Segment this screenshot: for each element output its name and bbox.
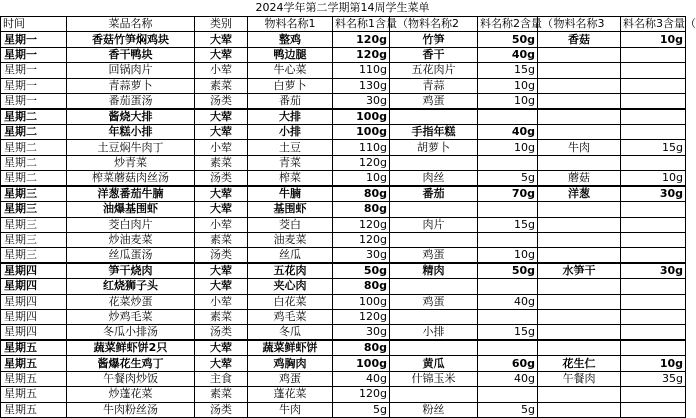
amount1-cell: 120g: [333, 32, 390, 47]
table-row: [1, 387, 686, 402]
material2-cell: 胡萝卜: [390, 140, 478, 155]
table-row: [1, 263, 686, 279]
category-cell: 汤类: [195, 402, 248, 417]
table-row: [1, 356, 686, 371]
day-cell: 星期三: [1, 232, 67, 247]
material1-cell: 牛腩: [248, 186, 333, 202]
amount3-cell: [621, 78, 686, 93]
amount1-cell: 100g: [333, 109, 390, 125]
material2-cell: 手指年糕: [390, 124, 478, 139]
material3-cell: 香菇: [538, 32, 621, 47]
material1-cell: 鸡蛋: [248, 371, 333, 386]
amount2-cell: [478, 310, 538, 325]
dish-cell: 炒油麦菜: [67, 232, 195, 247]
amount2-cell: 15g: [478, 63, 538, 78]
amount2-cell: [478, 232, 538, 247]
material1-cell: 茭白: [248, 217, 333, 232]
amount3-cell: 30g: [621, 186, 686, 202]
category-cell: 小荤: [195, 63, 248, 78]
material1-cell: 蓬花菜: [248, 387, 333, 402]
material2-cell: [390, 340, 478, 356]
table-row: [1, 232, 686, 247]
dish-cell: 炒鸡毛菜: [67, 310, 195, 325]
material2-cell: 青蒜: [390, 78, 478, 93]
table-row: [1, 402, 686, 417]
amount2-cell: 5g: [478, 402, 538, 417]
day-cell: 星期二: [1, 171, 67, 187]
dish-cell: 炒青菜: [67, 155, 195, 170]
amount3-cell: [621, 294, 686, 309]
material3-cell: [538, 402, 621, 417]
amount1-cell: 30g: [333, 248, 390, 264]
amount2-cell: 40g: [478, 47, 538, 62]
dish-cell: 花菜炒蛋: [67, 294, 195, 309]
day-cell: 星期二: [1, 124, 67, 139]
dish-cell: 番茄蛋汤: [67, 93, 195, 109]
table-row: [1, 155, 686, 170]
category-cell: 大荤: [195, 279, 248, 294]
category-cell: 汤类: [195, 171, 248, 187]
category-cell: 汤类: [195, 93, 248, 109]
amount3-cell: [621, 232, 686, 247]
amount1-cell: 10g: [333, 171, 390, 187]
amount3-cell: [621, 63, 686, 78]
material3-cell: [538, 93, 621, 109]
material2-cell: 鸡蛋: [390, 248, 478, 264]
amount1-cell: 120g: [333, 217, 390, 232]
dish-cell: 油爆基围虾: [67, 202, 195, 217]
material1-cell: 丝瓜: [248, 248, 333, 264]
material1-cell: 基围虾: [248, 202, 333, 217]
material2-cell: [390, 310, 478, 325]
dish-cell: 酱烧大排: [67, 109, 195, 125]
category-cell: 大荤: [195, 263, 248, 279]
material2-cell: 黄瓜: [390, 356, 478, 371]
amount3-cell: [621, 217, 686, 232]
category-cell: 大荤: [195, 109, 248, 125]
amount1-cell: 80g: [333, 279, 390, 294]
material2-cell: [390, 387, 478, 402]
amount2-cell: 10g: [478, 248, 538, 264]
amount3-cell: [621, 202, 686, 217]
category-cell: 小荤: [195, 140, 248, 155]
amount1-cell: 130g: [333, 78, 390, 93]
table-row: [1, 325, 686, 341]
amount2-cell: 50g: [478, 32, 538, 47]
category-cell: 小荤: [195, 294, 248, 309]
material2-cell: 小排: [390, 325, 478, 341]
amount2-cell: 15g: [478, 217, 538, 232]
amount1-cell: 30g: [333, 325, 390, 341]
day-cell: 星期四: [1, 325, 67, 341]
table-row: [1, 124, 686, 139]
table-row: [1, 78, 686, 93]
material3-cell: [538, 155, 621, 170]
material3-cell: [538, 63, 621, 78]
material2-cell: 什锦玉米: [390, 371, 478, 386]
amount1-cell: 120g: [333, 387, 390, 402]
amount3-cell: [621, 109, 686, 125]
amount1-cell: 30g: [333, 93, 390, 109]
day-cell: 星期二: [1, 109, 67, 125]
amount3-cell: 35g: [621, 371, 686, 386]
category-cell: 大荤: [195, 340, 248, 356]
amount2-cell: 5g: [478, 171, 538, 187]
amount2-cell: 15g: [478, 325, 538, 341]
amount2-cell: [478, 155, 538, 170]
day-cell: 星期四: [1, 310, 67, 325]
day-cell: 星期五: [1, 387, 67, 402]
column-header: 时间: [1, 17, 67, 32]
material3-cell: [538, 294, 621, 309]
day-cell: 星期一: [1, 93, 67, 109]
dish-cell: 牛肉粉丝汤: [67, 402, 195, 417]
material3-cell: [538, 47, 621, 62]
material1-cell: 油麦菜: [248, 232, 333, 247]
dish-cell: 冬瓜小排汤: [67, 325, 195, 341]
amount1-cell: 120g: [333, 47, 390, 62]
material3-cell: [538, 109, 621, 125]
table-row: [1, 279, 686, 294]
material3-cell: [538, 310, 621, 325]
table-row: [1, 140, 686, 155]
material3-cell: 牛肉: [538, 140, 621, 155]
dish-cell: 香干鸭块: [67, 47, 195, 62]
amount2-cell: 60g: [478, 356, 538, 371]
amount1-cell: 120g: [333, 232, 390, 247]
amount3-cell: [621, 124, 686, 139]
material2-cell: 精肉: [390, 263, 478, 279]
column-header: 物料名称3: [538, 17, 621, 32]
dish-cell: 红烧狮子头: [67, 279, 195, 294]
table-row: [1, 109, 686, 125]
material1-cell: 夹心肉: [248, 279, 333, 294]
material3-cell: [538, 340, 621, 356]
day-cell: 星期三: [1, 217, 67, 232]
dish-cell: 炒蓬花菜: [67, 387, 195, 402]
dish-cell: 笋干烧肉: [67, 263, 195, 279]
category-cell: 素菜: [195, 387, 248, 402]
material3-cell: [538, 325, 621, 341]
amount1-cell: 80g: [333, 186, 390, 202]
table-row: [1, 63, 686, 78]
day-cell: 星期一: [1, 47, 67, 62]
amount3-cell: [621, 248, 686, 264]
column-header: 料名称1含量（: [333, 17, 390, 32]
amount2-cell: 10g: [478, 78, 538, 93]
category-cell: 素菜: [195, 232, 248, 247]
category-cell: 汤类: [195, 248, 248, 264]
material2-cell: [390, 279, 478, 294]
material3-cell: [538, 387, 621, 402]
category-cell: 主食: [195, 371, 248, 386]
table-row: [1, 32, 686, 47]
material2-cell: [390, 155, 478, 170]
material3-cell: [538, 78, 621, 93]
column-header: 料名称2含量（: [478, 17, 538, 32]
material1-cell: 小排: [248, 124, 333, 139]
day-cell: 星期一: [1, 78, 67, 93]
category-cell: 素菜: [195, 155, 248, 170]
table-row: [1, 248, 686, 264]
amount2-cell: 40g: [478, 124, 538, 139]
amount2-cell: [478, 202, 538, 217]
material1-cell: 冬瓜: [248, 325, 333, 341]
material1-cell: 鸭边腿: [248, 47, 333, 62]
category-cell: 素菜: [195, 78, 248, 93]
material3-cell: [538, 248, 621, 264]
material2-cell: 五花肉片: [390, 63, 478, 78]
dish-cell: 榨菜蘑菇肉丝汤: [67, 171, 195, 187]
material3-cell: [538, 124, 621, 139]
amount2-cell: [478, 109, 538, 125]
material3-cell: 午餐肉: [538, 371, 621, 386]
amount1-cell: 120g: [333, 155, 390, 170]
table-row: [1, 371, 686, 386]
amount3-cell: [621, 310, 686, 325]
day-cell: 星期四: [1, 263, 67, 279]
material2-cell: 肉片: [390, 217, 478, 232]
material1-cell: 牛心菜: [248, 63, 333, 78]
material2-cell: [390, 232, 478, 247]
day-cell: 星期四: [1, 294, 67, 309]
amount2-cell: 40g: [478, 294, 538, 309]
table-row: [1, 202, 686, 217]
amount1-cell: 5g: [333, 402, 390, 417]
category-cell: 大荤: [195, 32, 248, 47]
dish-cell: 茭白肉片: [67, 217, 195, 232]
day-cell: 星期三: [1, 202, 67, 217]
dish-cell: 回锅肉片: [67, 63, 195, 78]
category-cell: 大荤: [195, 124, 248, 139]
amount1-cell: 50g: [333, 263, 390, 279]
amount1-cell: 80g: [333, 202, 390, 217]
material1-cell: 鸡毛菜: [248, 310, 333, 325]
category-cell: 素菜: [195, 310, 248, 325]
amount2-cell: 10g: [478, 93, 538, 109]
day-cell: 星期四: [1, 279, 67, 294]
day-cell: 星期一: [1, 32, 67, 47]
category-cell: 大荤: [195, 47, 248, 62]
material1-cell: 番茄: [248, 93, 333, 109]
day-cell: 星期三: [1, 186, 67, 202]
material3-cell: 花生仁: [538, 356, 621, 371]
material1-cell: 鸡胸肉: [248, 356, 333, 371]
day-cell: 星期三: [1, 248, 67, 264]
material3-cell: [538, 232, 621, 247]
amount2-cell: [478, 387, 538, 402]
material2-cell: 竹笋: [390, 32, 478, 47]
amount2-cell: 70g: [478, 186, 538, 202]
amount3-cell: [621, 155, 686, 170]
amount2-cell: [478, 340, 538, 356]
amount3-cell: 30g: [621, 263, 686, 279]
material2-cell: [390, 202, 478, 217]
day-cell: 星期二: [1, 140, 67, 155]
menu-table: [0, 16, 696, 418]
amount1-cell: 100g: [333, 356, 390, 371]
dish-cell: 酱爆花生鸡丁: [67, 356, 195, 371]
column-header: 菜品名称: [67, 17, 195, 32]
amount3-cell: [621, 325, 686, 341]
day-cell: 星期一: [1, 63, 67, 78]
amount3-cell: 10g: [621, 32, 686, 47]
material2-cell: [390, 109, 478, 125]
table-row: [1, 340, 686, 356]
material1-cell: 五花肉: [248, 263, 333, 279]
category-cell: 大荤: [195, 186, 248, 202]
material2-cell: 鸡蛋: [390, 93, 478, 109]
amount1-cell: 100g: [333, 124, 390, 139]
material2-cell: 香干: [390, 47, 478, 62]
amount3-cell: [621, 402, 686, 417]
column-header: 物料名称2: [390, 17, 478, 32]
amount2-cell: 10g: [478, 140, 538, 155]
amount3-cell: [621, 387, 686, 402]
material3-cell: 蘑菇: [538, 171, 621, 187]
table-row: [1, 217, 686, 232]
amount1-cell: 110g: [333, 140, 390, 155]
amount3-cell: [621, 340, 686, 356]
day-cell: 星期二: [1, 155, 67, 170]
material1-cell: 青菜: [248, 155, 333, 170]
amount2-cell: 40g: [478, 371, 538, 386]
material2-cell: 肉丝: [390, 171, 478, 187]
dish-cell: 香菇竹笋焖鸡块: [67, 32, 195, 47]
material3-cell: 水笋干: [538, 263, 621, 279]
day-cell: 星期五: [1, 340, 67, 356]
material2-cell: 粉丝: [390, 402, 478, 417]
table-row: [1, 294, 686, 309]
day-cell: 星期五: [1, 356, 67, 371]
header-row: [1, 17, 686, 32]
material3-cell: [538, 217, 621, 232]
sheet-title: 2024学年第二学期第14周学生菜单: [255, 1, 430, 14]
table-row: [1, 186, 686, 202]
material1-cell: 榨菜: [248, 171, 333, 187]
category-cell: 大荤: [195, 202, 248, 217]
category-cell: 小荤: [195, 217, 248, 232]
amount3-cell: 10g: [621, 171, 686, 187]
material3-cell: [538, 279, 621, 294]
dish-cell: 洋葱番茄牛腩: [67, 186, 195, 202]
material3-cell: 洋葱: [538, 186, 621, 202]
material1-cell: 白萝卜: [248, 78, 333, 93]
dish-cell: 土豆焖牛肉丁: [67, 140, 195, 155]
material1-cell: 大排: [248, 109, 333, 125]
amount2-cell: [478, 279, 538, 294]
table-row: [1, 93, 686, 109]
amount1-cell: 120g: [333, 310, 390, 325]
table-row: [1, 171, 686, 187]
amount3-cell: 10g: [621, 356, 686, 371]
amount3-cell: [621, 279, 686, 294]
material3-cell: [538, 202, 621, 217]
table-row: [1, 310, 686, 325]
column-header: 物料名称1: [248, 17, 333, 32]
amount3-cell: [621, 93, 686, 109]
day-cell: 星期五: [1, 371, 67, 386]
dish-cell: 青蒜萝卜: [67, 78, 195, 93]
material1-cell: 白花菜: [248, 294, 333, 309]
column-header: 类别: [195, 17, 248, 32]
amount1-cell: 80g: [333, 340, 390, 356]
material1-cell: 牛肉: [248, 402, 333, 417]
dish-cell: 午餐肉炒饭: [67, 371, 195, 386]
dish-cell: 丝瓜蛋汤: [67, 248, 195, 264]
material1-cell: 整鸡: [248, 32, 333, 47]
amount1-cell: 110g: [333, 63, 390, 78]
amount3-cell: 15g: [621, 140, 686, 155]
category-cell: 汤类: [195, 325, 248, 341]
table-row: [1, 47, 686, 62]
day-cell: 星期五: [1, 402, 67, 417]
dish-cell: 年糕小排: [67, 124, 195, 139]
material2-cell: 鸡蛋: [390, 294, 478, 309]
amount1-cell: 40g: [333, 371, 390, 386]
column-header: 料名称3含量（: [621, 17, 686, 32]
category-cell: 大荤: [195, 356, 248, 371]
material1-cell: 蔬菜鲜虾饼: [248, 340, 333, 356]
amount2-cell: 50g: [478, 263, 538, 279]
amount3-cell: [621, 47, 686, 62]
material2-cell: 番茄: [390, 186, 478, 202]
amount1-cell: 100g: [333, 294, 390, 309]
dish-cell: 蔬菜鲜虾饼2只: [67, 340, 195, 356]
material1-cell: 土豆: [248, 140, 333, 155]
